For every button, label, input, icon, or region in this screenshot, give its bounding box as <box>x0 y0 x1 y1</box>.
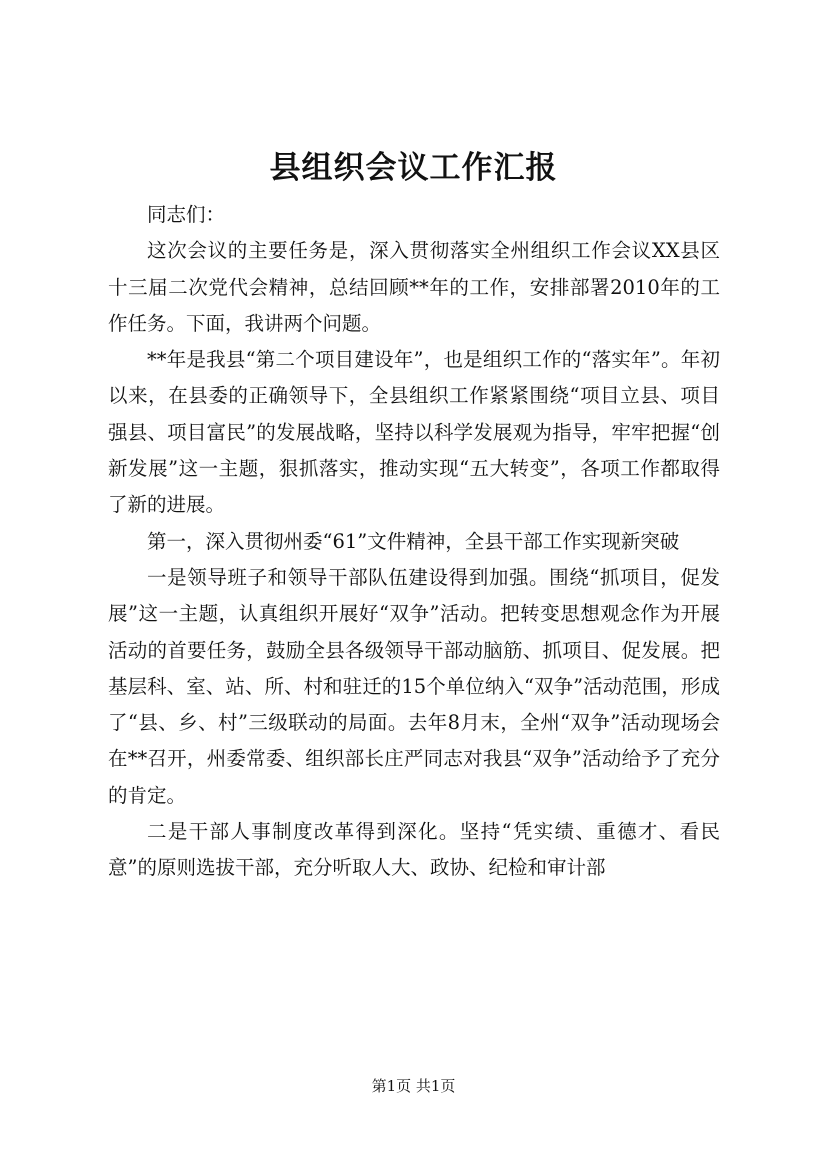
intro-paragraph: 这次会议的主要任务是，深入贯彻落实全州组织工作会议XX县区十三届二次党代会精神，总结回顾**年的工作，安排部署2010年的工作任务。下面，我讲两个问题。 <box>108 239 720 335</box>
point-two-paragraph: 二是干部人事制度改革得到深化。坚持“凭实绩、重德才、看民意”的原则选拔干部，充分听取人大、政协、纪检和审计部 <box>108 820 720 880</box>
point-one-paragraph: 一是领导班子和领导干部队伍建设得到加强。围绕“抓项目，促发展”这一主题，认真组织开展好“双争”活动。把转变思想观念作为开展活动的首要任务，鼓励全县各级领导干部动脑筋、抓项目、促发展。把基层科、室、站、所、村和驻迁的15个单位纳入“双争”活动范围，形成了“县、乡、村”三级联动的局面。去年8月末，全州“双争”活动现场会在**召开，州委常委、组织部长庄严同志对我县“双争”活动给予了充分的肯定。 <box>108 565 720 807</box>
page-footer <box>0 1076 827 1096</box>
summary-paragraph: **年是我县“第二个项目建设年”，也是组织工作的“落实年”。年初以来，在县委的正确领导下，全县组织工作紧紧围绕“项目立县、项目强县、项目富民”的发展战略，坚持以科学发展观为指导，牢牢把握“创新发展”这一主题，狠抓落实，推动实现“五大转变”，各项工作都取得了新的进展。 <box>108 348 720 517</box>
document-title: 县组织会议工作汇报 <box>269 150 558 186</box>
page-number-label: 第1页 共1页 <box>371 1077 456 1095</box>
section-heading-paragraph: 第一，深入贯彻州委“61”文件精神，全县干部工作实现新突破 <box>147 529 680 553</box>
salutation-paragraph: 同志们： <box>147 203 226 226</box>
document-body <box>108 197 720 887</box>
